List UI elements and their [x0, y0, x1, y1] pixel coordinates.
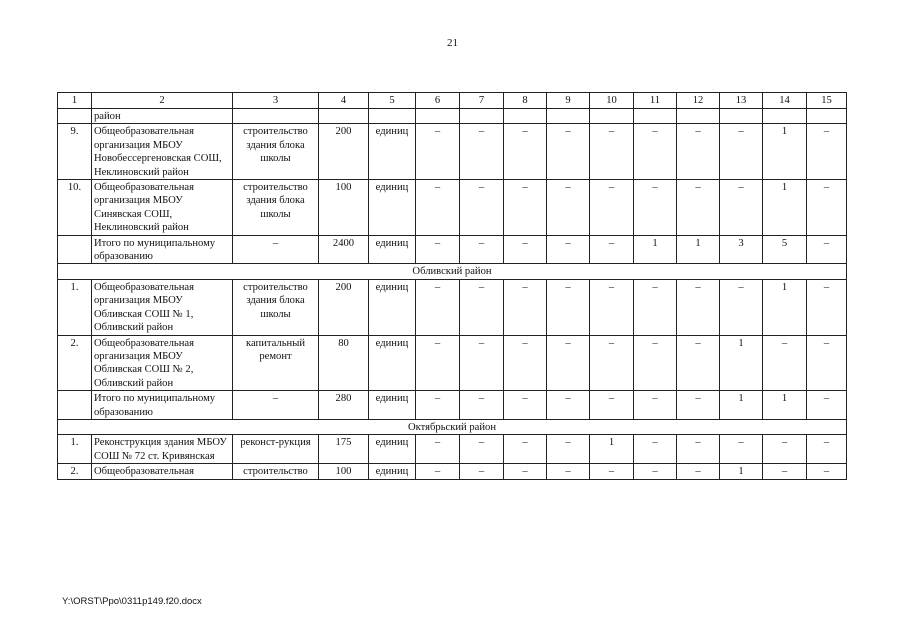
table-cell — [58, 109, 92, 124]
table-cell: – — [416, 335, 460, 391]
table-cell: – — [416, 279, 460, 335]
table-cell: – — [504, 464, 547, 479]
table-cell: 1 — [677, 235, 720, 264]
table-cell: Общеобразовательная организация МБОУ Обливская СОШ № 2, Обливский район — [92, 335, 233, 391]
table-cell: – — [547, 180, 590, 236]
column-header: 5 — [369, 93, 416, 109]
schedule-table — [57, 92, 847, 480]
table-cell — [590, 109, 634, 124]
table-cell: – — [460, 335, 504, 391]
table-cell: единиц — [369, 180, 416, 236]
column-header: 10 — [590, 93, 634, 109]
table-cell — [677, 109, 720, 124]
table-cell: строительство здания блока школы — [233, 124, 319, 180]
table-row — [58, 464, 847, 479]
table-cell: – — [807, 335, 847, 391]
table-row — [58, 435, 847, 464]
table-cell: – — [590, 464, 634, 479]
table-cell: – — [590, 391, 634, 420]
column-header: 11 — [634, 93, 677, 109]
table-cell — [547, 109, 590, 124]
table-cell: – — [807, 180, 847, 236]
table-cell: – — [547, 279, 590, 335]
column-header: 6 — [416, 93, 460, 109]
table-cell: – — [807, 435, 847, 464]
table-cell: – — [504, 435, 547, 464]
table-cell — [233, 109, 319, 124]
page-number: 21 — [447, 37, 458, 49]
table-row — [58, 180, 847, 236]
table-cell — [763, 109, 807, 124]
table-cell: – — [504, 391, 547, 420]
table-cell: 2400 — [319, 235, 369, 264]
table-cell: – — [460, 464, 504, 479]
table-cell: 1 — [763, 391, 807, 420]
table-cell: Общеобразовательная организация МБОУ Обливская СОШ № 1, Обливский район — [92, 279, 233, 335]
table-cell: 2. — [58, 335, 92, 391]
table-cell: – — [460, 391, 504, 420]
table-cell: Итого по муниципальному образованию — [92, 391, 233, 420]
table-cell: – — [590, 124, 634, 180]
table-cell — [720, 109, 763, 124]
table-cell — [504, 109, 547, 124]
table-cell: – — [416, 124, 460, 180]
table-cell: единиц — [369, 235, 416, 264]
table-cell: Общеобразовательная организация МБОУ Синявская СОШ, Неклиновский район — [92, 180, 233, 236]
file-path-footer: Y:\ORST\Ppo\0311p149.f20.docx — [62, 596, 202, 607]
table-cell: – — [547, 124, 590, 180]
table-cell: 200 — [319, 124, 369, 180]
table-cell: 1 — [634, 235, 677, 264]
table-cell: – — [634, 124, 677, 180]
table-cell: – — [416, 235, 460, 264]
table-row — [58, 335, 847, 391]
table-cell: – — [677, 124, 720, 180]
table-row — [58, 235, 847, 264]
table-cell: единиц — [369, 464, 416, 479]
table-cell: – — [460, 279, 504, 335]
column-header: 3 — [233, 93, 319, 109]
table-row — [58, 279, 847, 335]
table-cell: 280 — [319, 391, 369, 420]
section-row — [58, 264, 847, 279]
table-cell: – — [807, 391, 847, 420]
table-cell: – — [504, 335, 547, 391]
table-cell: строительство здания блока школы — [233, 180, 319, 236]
table-cell: – — [763, 335, 807, 391]
table-cell: – — [233, 391, 319, 420]
table-cell: 9. — [58, 124, 92, 180]
table-cell: – — [807, 464, 847, 479]
table-cell — [58, 391, 92, 420]
column-header: 4 — [319, 93, 369, 109]
table-cell: строительство — [233, 464, 319, 479]
table-cell: строительство здания блока школы — [233, 279, 319, 335]
table-cell: 10. — [58, 180, 92, 236]
table-cell: 1. — [58, 279, 92, 335]
section-row — [58, 419, 847, 434]
table-cell: 175 — [319, 435, 369, 464]
table-cell: 1 — [763, 279, 807, 335]
table-cell: – — [416, 391, 460, 420]
table-cell: – — [677, 435, 720, 464]
table-cell: – — [460, 235, 504, 264]
table-cell: реконст-рукция — [233, 435, 319, 464]
table-cell: – — [634, 391, 677, 420]
table-cell — [369, 109, 416, 124]
table-cell: – — [590, 279, 634, 335]
table-cell: – — [590, 235, 634, 264]
table-cell: 1 — [763, 180, 807, 236]
table-cell: – — [590, 335, 634, 391]
table-cell: 1 — [720, 335, 763, 391]
table-cell: единиц — [369, 335, 416, 391]
table-cell: – — [460, 124, 504, 180]
table-cell: – — [416, 180, 460, 236]
table-cell — [634, 109, 677, 124]
table-cell: – — [677, 335, 720, 391]
table-cell: – — [634, 180, 677, 236]
table-cell: 5 — [763, 235, 807, 264]
table-cell: Реконструкция здания МБОУ СОШ № 72 ст. Кривянская — [92, 435, 233, 464]
table-row — [58, 391, 847, 420]
table-cell: – — [677, 180, 720, 236]
column-header: 15 — [807, 93, 847, 109]
header-row — [58, 93, 847, 109]
table-cell: – — [460, 180, 504, 236]
table-cell: 1. — [58, 435, 92, 464]
table-cell: – — [504, 279, 547, 335]
table-cell: – — [807, 235, 847, 264]
column-header: 7 — [460, 93, 504, 109]
table-cell: единиц — [369, 124, 416, 180]
table-cell: район — [92, 109, 233, 124]
table-cell: – — [547, 435, 590, 464]
section-title: Обливский район — [58, 264, 847, 279]
table-cell: – — [677, 279, 720, 335]
table-cell: капитальный ремонт — [233, 335, 319, 391]
table-cell: – — [807, 279, 847, 335]
column-header: 2 — [92, 93, 233, 109]
table-cell: 2. — [58, 464, 92, 479]
table-cell: – — [504, 235, 547, 264]
column-header: 1 — [58, 93, 92, 109]
section-title: Октябрьский район — [58, 419, 847, 434]
table-cell: 100 — [319, 180, 369, 236]
table-cell: – — [677, 464, 720, 479]
table-cell: – — [763, 464, 807, 479]
column-header: 9 — [547, 93, 590, 109]
table-cell: – — [233, 235, 319, 264]
table-cell — [319, 109, 369, 124]
table-cell: Общеобразовательная организация МБОУ Новобессергеновская СОШ, Неклиновский район — [92, 124, 233, 180]
table-cell: – — [590, 180, 634, 236]
table-cell: – — [547, 235, 590, 264]
table-cell — [416, 109, 460, 124]
table-cell: 1 — [720, 464, 763, 479]
table-cell: – — [460, 435, 504, 464]
table-cell: 200 — [319, 279, 369, 335]
table-cell: – — [634, 335, 677, 391]
table-cell: единиц — [369, 279, 416, 335]
column-header: 14 — [763, 93, 807, 109]
table-cell: – — [720, 279, 763, 335]
table-cell: – — [547, 391, 590, 420]
table-cell: – — [547, 464, 590, 479]
table-cell: единиц — [369, 435, 416, 464]
table-cell: – — [504, 180, 547, 236]
table-cell: – — [763, 435, 807, 464]
table-cell: – — [807, 124, 847, 180]
table-cell: – — [547, 335, 590, 391]
column-header: 12 — [677, 93, 720, 109]
table-cell: 3 — [720, 235, 763, 264]
table-cell: 100 — [319, 464, 369, 479]
table-cell: – — [504, 124, 547, 180]
table-cell: – — [416, 464, 460, 479]
table-cell: 1 — [763, 124, 807, 180]
table-cell: 1 — [590, 435, 634, 464]
table-cell: – — [720, 180, 763, 236]
table-cell: – — [677, 391, 720, 420]
table-cell: единиц — [369, 391, 416, 420]
table-cell: – — [416, 435, 460, 464]
table-cell — [58, 235, 92, 264]
table-row — [58, 109, 847, 124]
table-cell: 1 — [720, 391, 763, 420]
column-header: 13 — [720, 93, 763, 109]
table-cell: – — [634, 435, 677, 464]
table-cell: Итого по муниципальному образованию — [92, 235, 233, 264]
table-cell: 80 — [319, 335, 369, 391]
table-row — [58, 124, 847, 180]
table-cell: Общеобразовательная — [92, 464, 233, 479]
table-cell: – — [634, 464, 677, 479]
table-cell: – — [634, 279, 677, 335]
table-cell — [807, 109, 847, 124]
table-cell — [460, 109, 504, 124]
table-cell: – — [720, 124, 763, 180]
column-header: 8 — [504, 93, 547, 109]
table-cell: – — [720, 435, 763, 464]
